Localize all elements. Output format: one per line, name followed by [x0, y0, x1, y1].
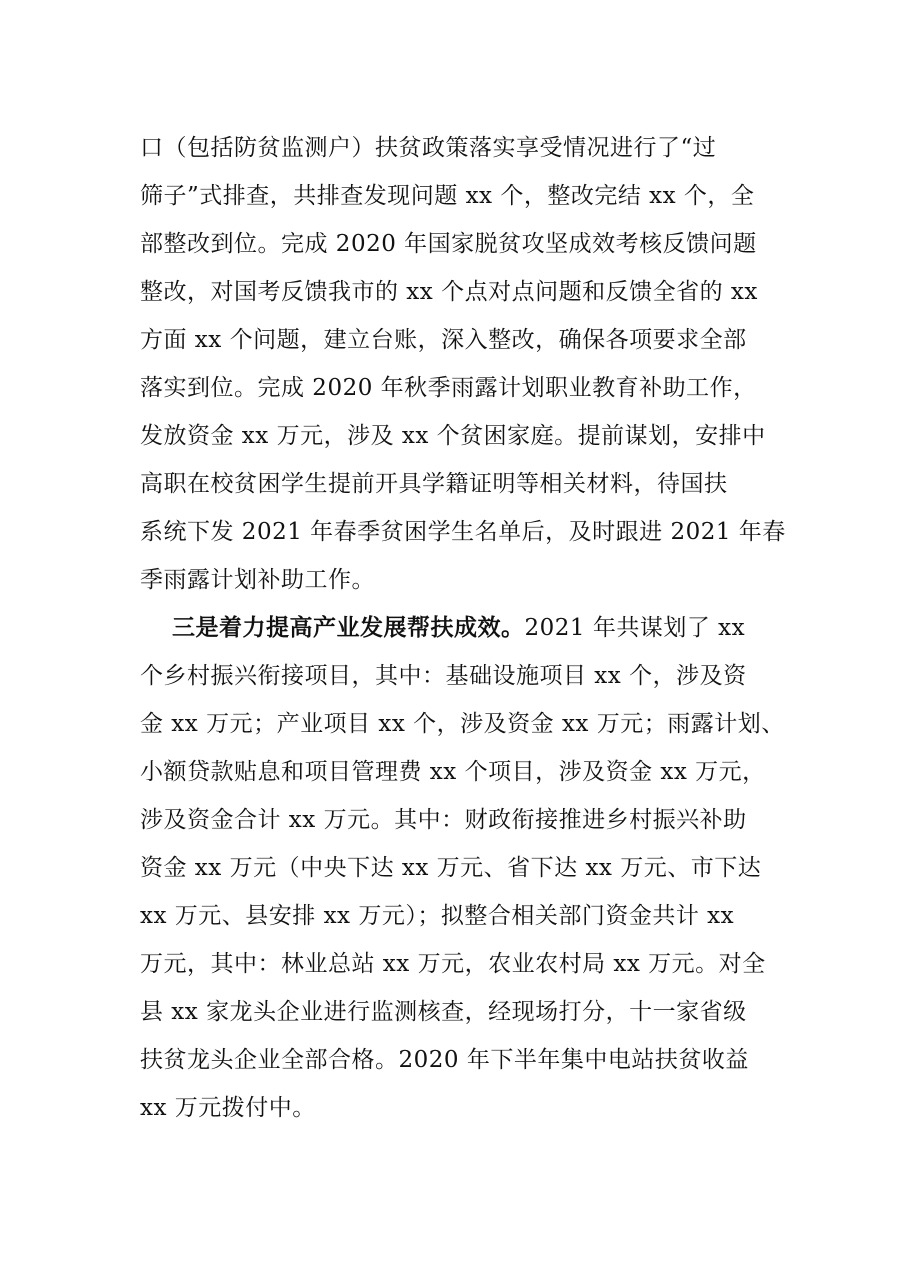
- text-line: 金 xx 万元；产业项目 xx 个，涉及资金 xx 万元；雨露计划、: [140, 711, 785, 737]
- text-line: 县 xx 家龙头企业进行监测核查，经现场打分，十一家省级: [140, 999, 747, 1025]
- text-line: xx 万元、县安排 xx 万元）；拟整合相关部门资金共计 xx: [140, 903, 735, 929]
- text-line: 系统下发 2021 年春季贫困学生名单后，及时跟进 2021 年春: [140, 519, 786, 545]
- text-line: 筛子”式排查，共排查发现问题 xx 个，整改完结 xx 个，全: [140, 183, 755, 209]
- text-line: 季雨露计划补助工作。: [140, 567, 375, 593]
- text-line: 部整改到位。完成 2020 年国家脱贫攻坚成效考核反馈问题: [140, 231, 757, 257]
- text-line: 落实到位。完成 2020 年秋季雨露计划职业教育补助工作，: [140, 375, 757, 401]
- text-line: 高职在校贫困学生提前开具学籍证明等相关材料，待国扶: [140, 471, 728, 497]
- text-line: 整改，对国考反馈我市的 xx 个点对点问题和反馈全省的 xx: [140, 279, 758, 305]
- text-line: 扶贫龙头企业全部合格。2020 年下半年集中电站扶贫收益: [140, 1047, 749, 1073]
- text-line: 小额贷款贴息和项目管理费 xx 个项目，涉及资金 xx 万元，: [140, 759, 766, 785]
- paragraph-first-line: [172, 613, 812, 643]
- text-line: 万元，其中：林业总站 xx 万元，农业农村局 xx 万元。对全: [140, 951, 766, 977]
- text-line: 资金 xx 万元（中央下达 xx 万元、省下达 xx 万元、市下达: [140, 855, 762, 881]
- text-line: 涉及资金合计 xx 万元。其中：财政衔接推进乡村振兴补助: [140, 807, 747, 833]
- text-line: 个乡村振兴衔接项目，其中：基础设施项目 xx 个，涉及资: [140, 663, 747, 689]
- text-line: 发放资金 xx 万元，涉及 xx 个贫困家庭。提前谋划，安排中: [140, 423, 766, 449]
- section-heading: 三是着力提高产业发展帮扶成效。: [172, 614, 525, 641]
- text-line: xx 万元拨付中。: [140, 1095, 316, 1121]
- text-line: 口（包括防贫监测户）扶贫政策落实享受情况进行了“过: [140, 135, 717, 161]
- text-run: 2021 年共谋划了 xx: [524, 615, 746, 641]
- text-line: 方面 xx 个问题，建立台账，深入整改，确保各项要求全部: [140, 327, 747, 353]
